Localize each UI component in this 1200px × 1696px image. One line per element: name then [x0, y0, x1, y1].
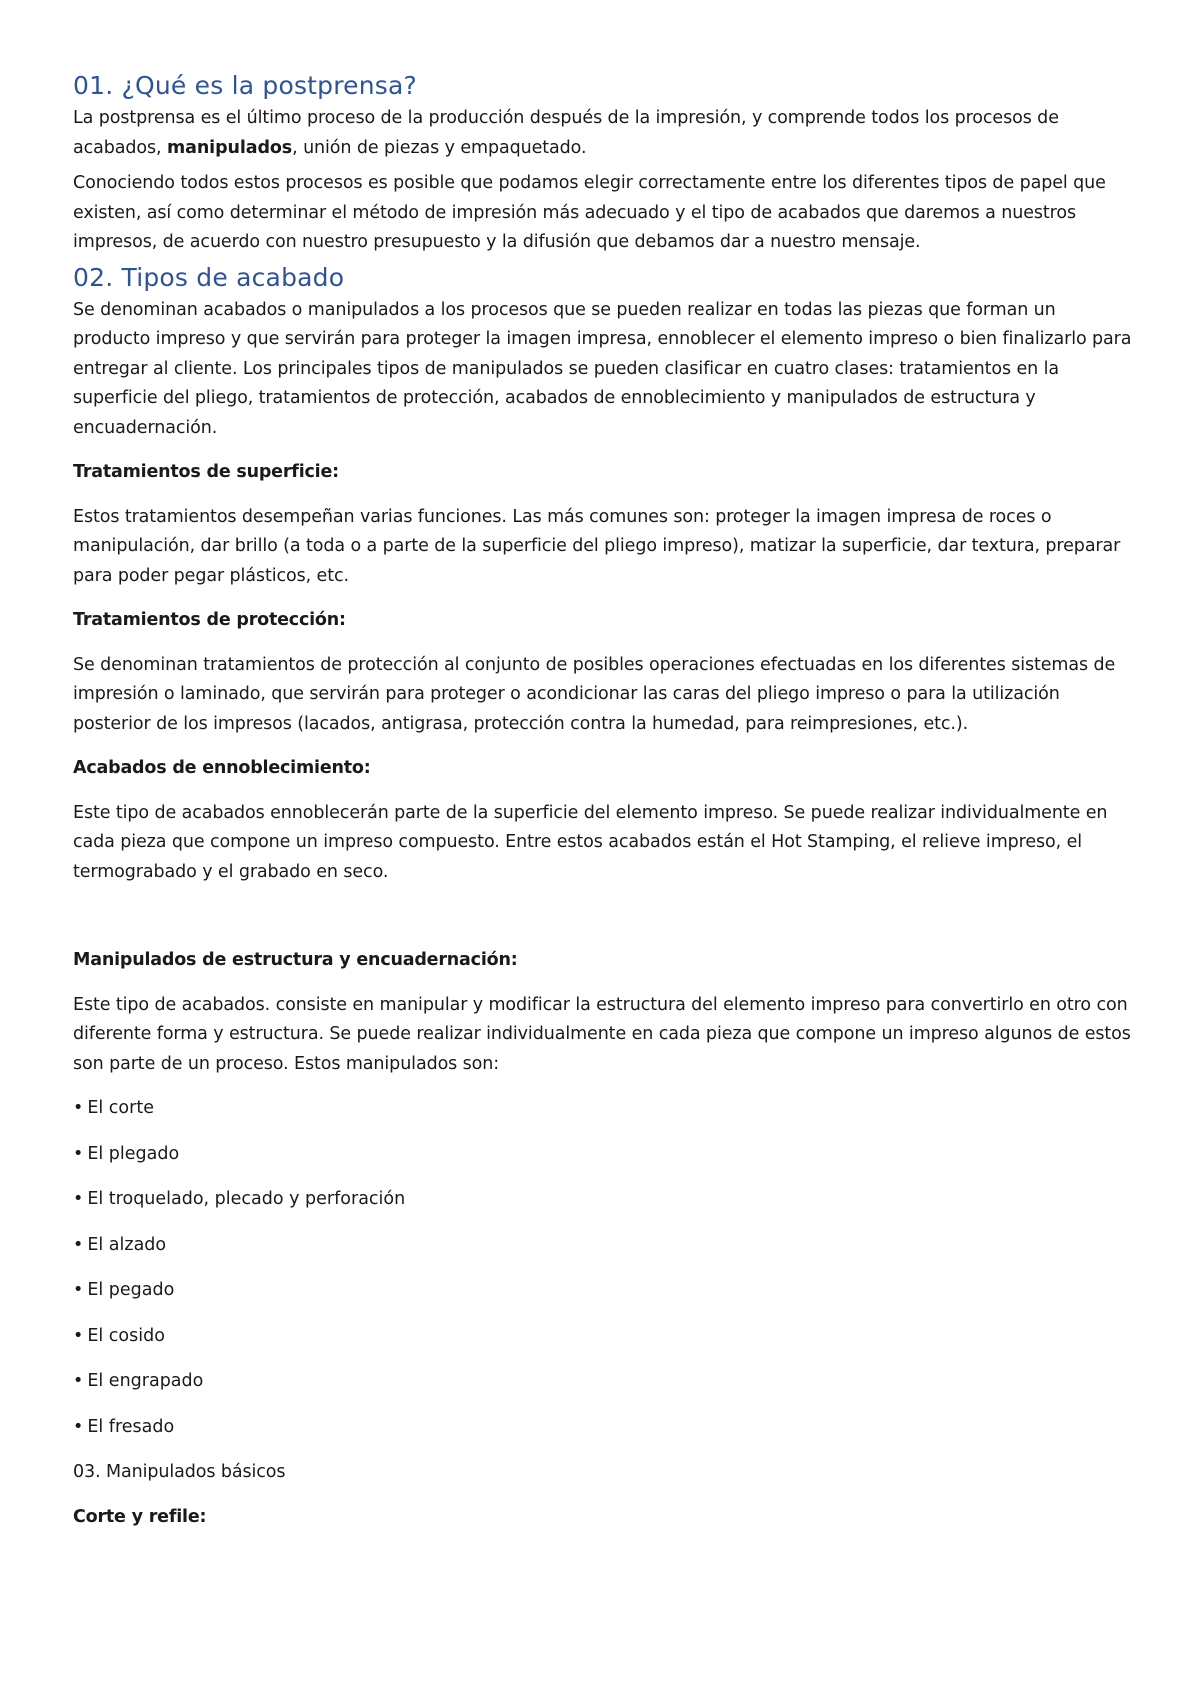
bullet-icon: •: [73, 1189, 84, 1209]
list-item-text: El pegado: [87, 1280, 175, 1300]
list-item-text: El corte: [87, 1098, 154, 1118]
subheading-proteccion: Tratamientos de protección:: [73, 610, 346, 630]
bullet-icon: •: [73, 1143, 84, 1164]
paragraph-manipulados-basicos: 03. Manipulados básicos: [73, 1462, 286, 1482]
bullet-icon: •: [73, 1325, 84, 1346]
subheading-estructura: Manipulados de estructura y encuadernación:: [73, 950, 518, 970]
paragraph-tipos-intro: Se denominan acabados o manipulados a los procesos que se pueden realizar en todas las piezas que forman un producto impreso y que servirán para proteger la imagen impresa, ennoblecer el elemento impreso o bien finalizarlo para entregar al cliente. Los principales tipos de manipulados se pueden clasificar en cuatro clases: tratamientos en la superficie del pliego, tratamientos de protección, acabados de ennoblecimiento y manipulados de estructura y encuadernación.: [73, 299, 1132, 438]
bullet-icon: •: [73, 1280, 84, 1300]
bullet-icon: •: [73, 1416, 84, 1437]
list-item-text: El alzado: [87, 1234, 167, 1255]
document-page: [73, 70, 1138, 1547]
list-item: [73, 1413, 1138, 1443]
list-item: [73, 1322, 1138, 1352]
text-run: La postprensa es el último proceso de la producción después de la impresión, y comprende todos los procesos de acabados,: [73, 108, 1059, 158]
subheading-ennoblecimiento: Acabados de ennoblecimiento:: [73, 758, 371, 778]
list-item: [73, 1140, 1138, 1170]
paragraph-proteccion: Se denominan tratamientos de protección al conjunto de posibles operaciones efectuadas en los diferentes sistemas de impresión o laminado, que servirán para proteger o acondicionar las caras del pliego impreso o para la utilización posterior de los impresos (lacados, antigrasa, protección contra la humedad, para reimpresiones, etc.).: [73, 654, 1116, 734]
bullet-icon: •: [73, 1234, 84, 1255]
section-title-postprensa: 01. ¿Qué es la postprensa?: [73, 71, 418, 100]
subheading-corte-refile: Corte y refile:: [73, 1506, 207, 1527]
list-item: [73, 1185, 1138, 1215]
list-item-text: El fresado: [87, 1416, 175, 1437]
list-item-text: El troquelado, plecado y perforación: [87, 1189, 406, 1209]
list-item-text: El cosido: [87, 1325, 165, 1346]
section-title-tipos-acabado: 02. Tipos de acabado: [73, 262, 345, 292]
list-item: [73, 1367, 1138, 1397]
paragraph-superficie: Estos tratamientos desempeñan varias funciones. Las más comunes son: proteger la imagen impresa de roces o manipulación, dar brillo (a toda o a parte de la superficie del pliego impreso), matizar la superficie, dar textura, preparar para poder pegar plásticos, etc.: [73, 506, 1121, 586]
bold-term-manipulados: manipulados: [166, 137, 293, 158]
list-item: [73, 1276, 1138, 1306]
list-item-text: El plegado: [87, 1143, 180, 1164]
list-item: [73, 1231, 1138, 1261]
list-item: [73, 1094, 1138, 1124]
paragraph-postprensa-definition: [73, 104, 1138, 163]
list-item-text: El engrapado: [87, 1371, 204, 1391]
subheading-superficie: Tratamientos de superficie:: [73, 462, 339, 482]
bullet-icon: •: [73, 1371, 84, 1391]
paragraph-ennoblecimiento: Este tipo de acabados ennoblecerán parte de la superficie del elemento impreso. Se puede realizar individualmente en cada pieza que compone un impreso compuesto. Entre estos acabados están el Hot Stamping, el relieve impreso, el termograbado y el grabado en seco.: [73, 802, 1108, 882]
manipulados-list: [73, 1094, 1138, 1442]
blank-line: [73, 902, 1138, 946]
text-run: , unión de piezas y empaquetado.: [292, 137, 587, 158]
bullet-icon: •: [73, 1098, 84, 1118]
paragraph-postprensa-importance: Conociendo todos estos procesos es posible que podamos elegir correctamente entre los diferentes tipos de papel que existen, así como determinar el método de impresión más adecuado y el tipo de acabados que daremos a nuestros impresos, de acuerdo con nuestro presupuesto y la difusión que debamos dar a nuestro mensaje.: [73, 173, 1106, 252]
paragraph-estructura: Este tipo de acabados. consiste en manipular y modificar la estructura del elemento impreso para convertirlo en otro con diferente forma y estructura. Se puede realizar individualmente en cada pieza que compone un impreso algunos de estos son parte de un proceso. Estos manipulados son:: [73, 994, 1131, 1074]
